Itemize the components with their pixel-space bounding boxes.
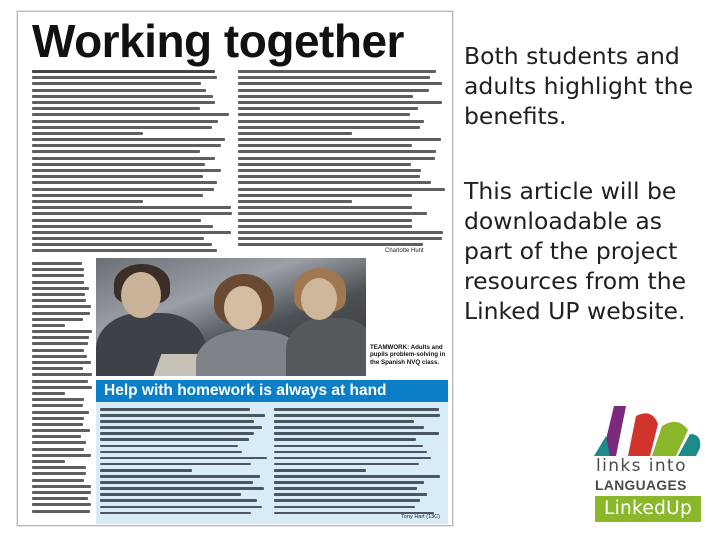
text-line: [238, 70, 436, 73]
text-line: [238, 163, 411, 166]
text-line: [32, 491, 91, 494]
text-line: [32, 200, 143, 203]
logo-wordmark: LANGUAGES: [595, 478, 687, 493]
text-line: [238, 120, 424, 123]
text-line: [238, 175, 420, 178]
text-line: [238, 157, 435, 160]
text-line: [32, 150, 200, 153]
text-line: [238, 150, 436, 153]
text-line: [238, 138, 441, 141]
text-line: [100, 438, 249, 441]
text-line: [32, 274, 84, 277]
boxout-body: [96, 402, 448, 524]
text-line: [32, 380, 88, 383]
text-line: [32, 503, 91, 506]
text-line: [32, 355, 87, 358]
text-line: [32, 423, 83, 426]
text-line: [32, 479, 84, 482]
text-line: [274, 438, 416, 441]
text-line: [238, 89, 429, 92]
text-line: [32, 293, 85, 296]
text-line: [32, 336, 89, 339]
benefits-text: Both students and adults highlight the benefits.: [464, 42, 694, 130]
text-line: [32, 324, 65, 327]
text-line: [238, 126, 420, 129]
text-line: [100, 481, 253, 484]
text-line: [238, 144, 412, 147]
text-line: [32, 163, 205, 166]
text-line: [238, 231, 443, 234]
photo-caption: TEAMWORK: Adults and pupils problem-solving in the Spanish NVQ class.: [370, 344, 446, 366]
text-line: [32, 175, 203, 178]
text-line: [32, 89, 206, 92]
text-line: [100, 426, 262, 429]
text-line: [100, 512, 251, 515]
text-line: [32, 429, 90, 432]
classroom-photo: [96, 258, 366, 376]
logo-tagline: links into: [596, 456, 687, 476]
text-line: [100, 499, 257, 502]
text-line: [238, 219, 412, 222]
newspaper-clipping: [17, 11, 453, 526]
boxout-heading: Help with homework is always at hand: [96, 380, 448, 402]
text-line: [32, 212, 232, 215]
links-into-languages-logo: [592, 398, 704, 526]
text-line: [32, 411, 89, 414]
text-line: [32, 243, 212, 246]
text-line: [32, 417, 84, 420]
text-line: [32, 76, 217, 79]
text-line: [238, 95, 413, 98]
text-line: [238, 206, 412, 209]
text-line: [32, 188, 214, 191]
text-line: [32, 435, 81, 438]
text-line: [32, 454, 91, 457]
text-line: [238, 225, 412, 228]
text-line: [32, 404, 83, 407]
text-line: [274, 487, 417, 490]
text-line: [32, 120, 218, 123]
text-line: [100, 493, 241, 496]
text-line: [274, 420, 414, 423]
text-line: [100, 457, 267, 460]
text-line: [32, 157, 215, 160]
text-line: [274, 426, 424, 429]
text-line: [100, 463, 251, 466]
text-line: [32, 169, 221, 172]
text-line: [32, 305, 91, 308]
text-line: [274, 493, 427, 496]
text-line: [32, 287, 89, 290]
text-line: [32, 107, 200, 110]
text-line: [32, 138, 225, 141]
text-line: [32, 70, 215, 73]
text-line: [32, 132, 143, 135]
boxout-column-left: [100, 408, 268, 520]
text-line: [238, 76, 430, 79]
boxout-column-right: [274, 408, 442, 520]
text-line: [32, 225, 213, 228]
text-line: [274, 432, 439, 435]
photo-figure: [121, 272, 161, 318]
photo-figure: [286, 318, 366, 376]
text-line: [32, 510, 90, 513]
download-text: This article will be downloadable as part of the project resources from the Linked UP website.: [464, 177, 687, 325]
text-line: [32, 237, 204, 240]
text-line: [32, 441, 86, 444]
text-line: [32, 144, 221, 147]
text-line: [100, 414, 265, 417]
speech-bubbles-logo-icon: [592, 398, 704, 460]
text-line: [238, 181, 431, 184]
article-byline: Charlotte Hunt: [385, 248, 424, 254]
text-line: [32, 219, 201, 222]
text-line: [274, 463, 419, 466]
text-line: [100, 451, 242, 454]
text-line: [274, 506, 415, 509]
text-line: [32, 398, 84, 401]
photo-figure: [301, 278, 337, 320]
text-line: [100, 445, 238, 448]
logo-badge: LinkedUp: [595, 496, 701, 522]
text-line: [100, 408, 250, 411]
text-line: [32, 466, 86, 469]
text-line: [238, 212, 427, 215]
text-line: [238, 107, 418, 110]
text-line: [238, 101, 442, 104]
text-line: [32, 126, 212, 129]
text-line: [32, 318, 83, 321]
text-line: [274, 451, 427, 454]
text-line: [238, 237, 442, 240]
text-line: [32, 268, 84, 271]
photo-figure: [224, 286, 262, 330]
text-line: [32, 299, 86, 302]
boxout-signature: Tony Hart (13C): [401, 514, 440, 520]
text-line: [100, 432, 254, 435]
text-line: [238, 243, 423, 246]
text-line: [238, 82, 442, 85]
text-line: [100, 469, 192, 472]
article-column-right: [238, 70, 446, 256]
article-headline: Working together: [32, 15, 404, 67]
text-line: [32, 349, 84, 352]
text-line: [32, 460, 65, 463]
text-line: [238, 113, 410, 116]
text-line: [32, 281, 84, 284]
text-line: [32, 206, 231, 209]
text-line: [32, 95, 213, 98]
text-line: [238, 132, 352, 135]
text-line: [32, 342, 88, 345]
text-line: [274, 469, 366, 472]
text-line: [32, 497, 88, 500]
text-line: [274, 499, 420, 502]
text-line: [238, 169, 421, 172]
article-column-narrow: [32, 262, 92, 524]
text-line: [32, 367, 83, 370]
text-line: [32, 194, 203, 197]
text-line: [274, 481, 424, 484]
text-line: [32, 231, 231, 234]
text-line: [238, 188, 445, 191]
text-line: [274, 408, 439, 411]
text-line: [32, 448, 84, 451]
text-line: [32, 249, 217, 252]
text-line: [100, 506, 262, 509]
text-line: [32, 101, 215, 104]
text-line: [274, 445, 423, 448]
text-line: [100, 487, 264, 490]
text-line: [32, 361, 91, 364]
text-line: [32, 330, 92, 333]
text-line: [32, 485, 91, 488]
text-line: [238, 194, 412, 197]
text-line: [32, 312, 90, 315]
article-column-left: [32, 70, 233, 260]
text-line: [32, 373, 92, 376]
text-line: [238, 200, 352, 203]
text-line: [100, 420, 254, 423]
text-line: [274, 475, 440, 478]
text-line: [32, 181, 217, 184]
text-line: [32, 386, 92, 389]
text-line: [32, 392, 65, 395]
text-line: [32, 472, 86, 475]
text-line: [32, 82, 201, 85]
text-line: [32, 262, 82, 265]
text-line: [100, 475, 260, 478]
text-line: [32, 113, 229, 116]
text-line: [274, 457, 431, 460]
text-line: [274, 414, 440, 417]
